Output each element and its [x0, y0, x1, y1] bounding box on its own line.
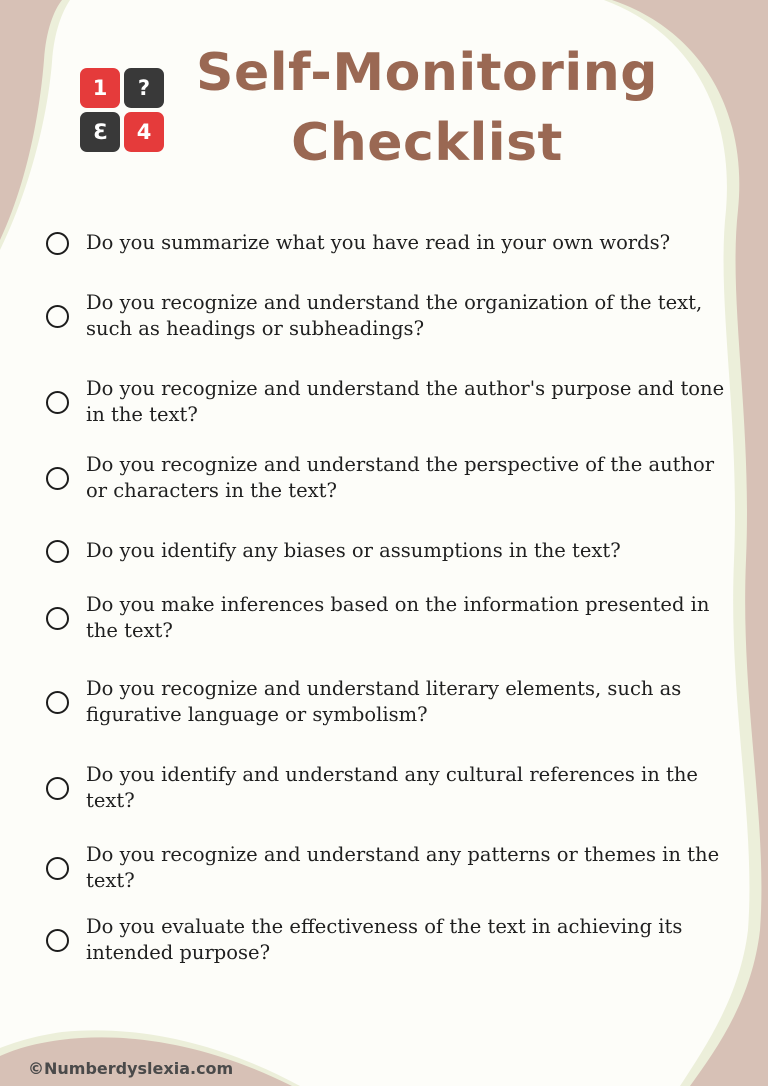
checklist-item-text: Do you identify any biases or assumptions in the text? [86, 539, 621, 562]
checkbox-circle[interactable] [46, 929, 69, 952]
checkbox-circle[interactable] [46, 777, 69, 800]
checkbox-circle[interactable] [46, 232, 69, 255]
checklist-item-text: Do you recognize and understand the author's purpose and tone in the text? [86, 377, 725, 426]
checkbox-circle[interactable] [46, 607, 69, 630]
page-title [176, 38, 678, 178]
checklist-item-text: Do you summarize what you have read in your own words? [86, 231, 671, 254]
checklist-item[interactable] [46, 290, 726, 342]
checklist-item-text: Do you identify and understand any cultural references in the text? [86, 763, 698, 812]
logo-tile-three-mirrored: 3 [80, 112, 120, 152]
checkbox-circle[interactable] [46, 467, 69, 490]
checklist-item[interactable] [46, 538, 726, 564]
checklist-item[interactable] [46, 842, 726, 894]
checklist-item[interactable] [46, 914, 726, 966]
checkbox-circle[interactable] [46, 540, 69, 563]
checkbox-circle[interactable] [46, 391, 69, 414]
logo-tile-one: 1 [80, 68, 120, 108]
checklist-item[interactable] [46, 676, 726, 728]
checklist-item-text: Do you recognize and understand the organization of the text, such as headings or subheadings? [86, 291, 703, 340]
checklist-item[interactable] [46, 230, 726, 256]
checkbox-circle[interactable] [46, 691, 69, 714]
checklist-item-text: Do you recognize and understand the perspective of the author or characters in the text? [86, 453, 715, 502]
checklist-item[interactable] [46, 762, 726, 814]
logo-tile-four: 4 [124, 112, 164, 152]
checklist-item-text: Do you recognize and understand any patterns or themes in the text? [86, 843, 720, 892]
numberdyslexia-logo [80, 68, 166, 154]
logo-tile-question: ? [124, 68, 164, 108]
page-title-line-1: Self-Monitoring [196, 43, 658, 103]
checklist-item[interactable] [46, 452, 726, 504]
checkbox-circle[interactable] [46, 305, 69, 328]
checkbox-circle[interactable] [46, 857, 69, 880]
checklist-item[interactable] [46, 592, 726, 644]
checklist-item[interactable] [46, 376, 726, 428]
checklist-item-text: Do you make inferences based on the information presented in the text? [86, 593, 710, 642]
checklist-item-text: Do you evaluate the effectiveness of the text in achieving its intended purpose? [86, 915, 683, 964]
copyright-credit: ©Numberdyslexia.com [28, 1059, 234, 1078]
checklist-item-text: Do you recognize and understand literary elements, such as figurative language or symbolism? [86, 677, 682, 726]
page-title-line-2: Checklist [291, 113, 563, 173]
